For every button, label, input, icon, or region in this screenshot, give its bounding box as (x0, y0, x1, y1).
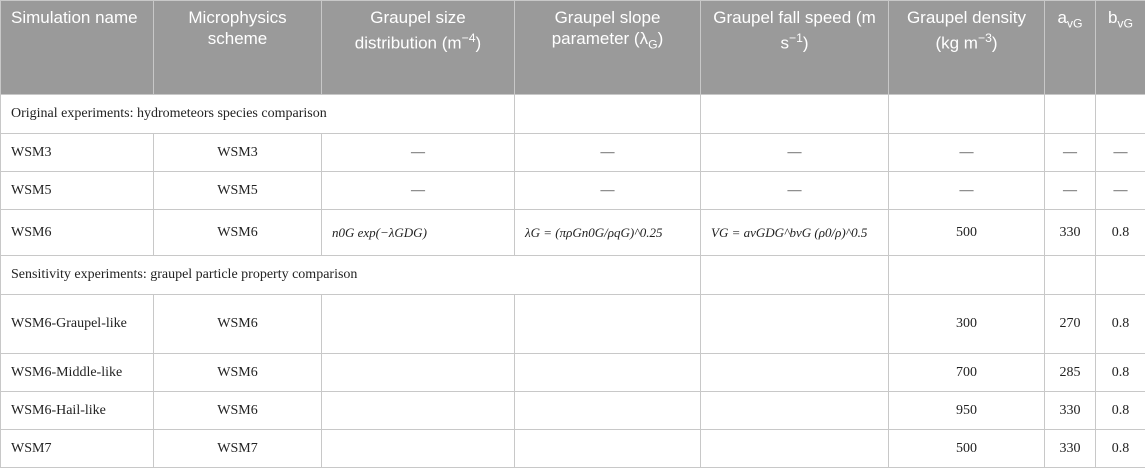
cell-simulation-name: WSM6-Hail-like (1, 392, 154, 430)
cell-slope (515, 430, 701, 468)
cell-slope (515, 392, 701, 430)
cell-scheme: WSM7 (154, 430, 322, 468)
section-empty-cell (889, 95, 1045, 134)
cell-b-vg: 0.8 (1096, 430, 1145, 468)
header-b-vg: $b_{vG}$ (1096, 1, 1145, 95)
header-density: Graupel density (kg $m^{-3}$) (889, 1, 1045, 95)
table-row (1, 134, 1145, 172)
section-empty-cell (889, 256, 1045, 295)
table-row (1, 392, 1145, 430)
cell-a-vg: — (1045, 134, 1096, 172)
section-empty-cell (1045, 95, 1096, 134)
cell-fall-speed (701, 295, 889, 354)
cell-a-vg: 330 (1045, 210, 1096, 256)
cell-size-distribution (322, 392, 515, 430)
section-empty-cell (515, 95, 701, 134)
cell-scheme: WSM6 (154, 295, 322, 354)
cell-scheme: WSM6 (154, 210, 322, 256)
cell-size-distribution: — (322, 172, 515, 210)
cell-density: — (889, 172, 1045, 210)
cell-b-vg: — (1096, 172, 1145, 210)
table-row (1, 172, 1145, 210)
cell-size-distribution: n0G exp(−λGDG) (322, 210, 515, 256)
cell-fall-speed (701, 430, 889, 468)
header-microphysics-scheme: Microphysics scheme (154, 1, 322, 95)
cell-b-vg: 0.8 (1096, 295, 1145, 354)
header-row (1, 1, 1145, 95)
cell-slope (515, 295, 701, 354)
cell-simulation-name: WSM6-Middle-like (1, 354, 154, 392)
section-title-original: Original experiments: hydrometeors species comparison (1, 95, 515, 134)
header-a-vg: $a_{vG}$ (1045, 1, 1096, 95)
cell-size-distribution: — (322, 134, 515, 172)
cell-a-vg: 285 (1045, 354, 1096, 392)
cell-density: 950 (889, 392, 1045, 430)
section-empty-cell (1045, 256, 1096, 295)
section-empty-cell (1096, 95, 1145, 134)
cell-size-distribution (322, 430, 515, 468)
cell-b-vg: — (1096, 134, 1145, 172)
cell-simulation-name: WSM6 (1, 210, 154, 256)
section-row-sensitivity (1, 256, 1145, 295)
cell-size-distribution (322, 354, 515, 392)
cell-density: — (889, 134, 1045, 172)
cell-slope: — (515, 134, 701, 172)
cell-a-vg: — (1045, 172, 1096, 210)
cell-density: 300 (889, 295, 1045, 354)
cell-b-vg: 0.8 (1096, 210, 1145, 256)
cell-scheme: WSM6 (154, 392, 322, 430)
cell-simulation-name: WSM3 (1, 134, 154, 172)
cell-slope (515, 354, 701, 392)
cell-density: 500 (889, 430, 1045, 468)
cell-density: 700 (889, 354, 1045, 392)
cell-fall-speed (701, 354, 889, 392)
cell-fall-speed (701, 392, 889, 430)
cell-slope: λG = (πρGn0G/ρqG)^0.25 (515, 210, 701, 256)
table-row (1, 430, 1145, 468)
table-row (1, 295, 1145, 354)
cell-a-vg: 330 (1045, 430, 1096, 468)
table-row (1, 354, 1145, 392)
cell-density: 500 (889, 210, 1045, 256)
cell-fall-speed: VG = avGDG^bvG (ρ0/ρ)^0.5 (701, 210, 889, 256)
cell-scheme: WSM5 (154, 172, 322, 210)
cell-fall-speed: — (701, 172, 889, 210)
cell-simulation-name: WSM6-Graupel-like (1, 295, 154, 354)
cell-fall-speed: — (701, 134, 889, 172)
section-empty-cell (701, 256, 889, 295)
table-row (1, 210, 1145, 256)
cell-simulation-name: WSM7 (1, 430, 154, 468)
section-empty-cell (701, 95, 889, 134)
section-empty-cell (1096, 256, 1145, 295)
header-simulation-name: Simulation name (1, 1, 154, 95)
header-size-distribution: Graupel size distribution $(m^{-4})$ (322, 1, 515, 95)
cell-slope: — (515, 172, 701, 210)
cell-scheme: WSM3 (154, 134, 322, 172)
header-fall-speed: Graupel fall speed (m $s^{-1}$) (701, 1, 889, 95)
cell-a-vg: 270 (1045, 295, 1096, 354)
section-row-original (1, 95, 1145, 134)
header-slope-parameter: Graupel slope parameter $(\lambda_G)$ (515, 1, 701, 95)
cell-size-distribution (322, 295, 515, 354)
cell-b-vg: 0.8 (1096, 392, 1145, 430)
section-title-sensitivity: Sensitivity experiments: graupel particle property comparison (1, 256, 701, 295)
cell-scheme: WSM6 (154, 354, 322, 392)
cell-b-vg: 0.8 (1096, 354, 1145, 392)
cell-simulation-name: WSM5 (1, 172, 154, 210)
cell-a-vg: 330 (1045, 392, 1096, 430)
